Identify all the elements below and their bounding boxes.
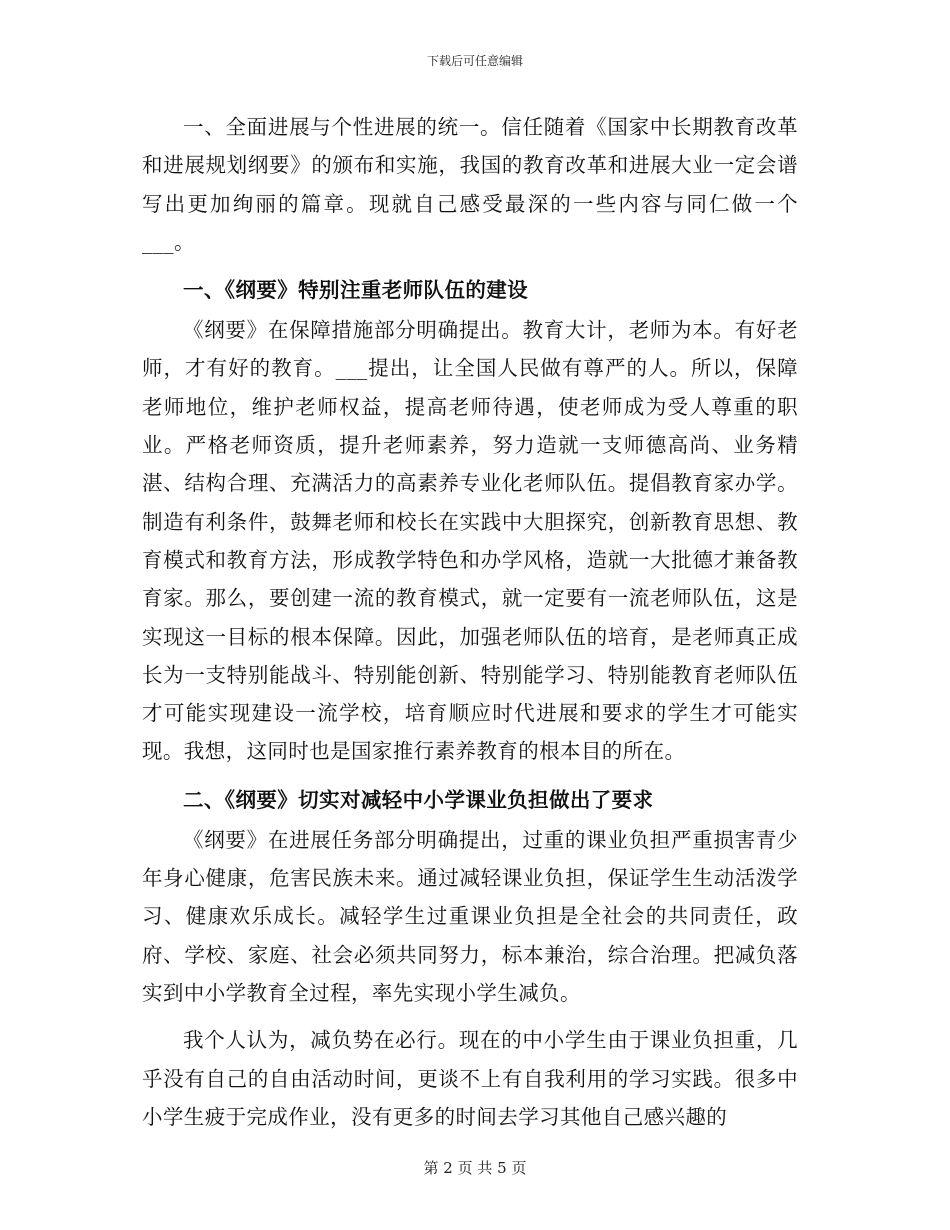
section-2-paragraph-continued: 我个人认为，减负势在必行。现在的中小学生由于课业负担重，几乎没有自己的自由活动时间，更谈不上有自我利用的学习实践。很多中小学生疲于完成作业，没有更多的时间去学习其他自己感兴趣的 (142, 1028, 798, 1129)
section-heading-2: 二、《纲要》切实对减轻中小学课业负担做出了要求 (183, 787, 654, 812)
intro-paragraph: 一、全面进展与个性进展的统一。信任随着《国家中长期教育改革和进展规划纲要》的颁布和实施，我国的教育改革和进展大业一定会谱写出更加绚丽的篇章。现就自己感受最深的一些内容与同仁做一个___。 (142, 115, 798, 254)
section-1-paragraph: 《纲要》在保障措施部分明确提出。教育大计，老师为本。有好老师，才有好的教育。___提出，让全国人民做有尊严的人。所以，保障老师地位，维护老师权益，提高老师待遇，使老师成为受人尊重的职业。严格老师资质，提升老师素养，努力造就一支师德高尚、业务精湛、结构合理、充满活力的高素养专业化老师队伍。提倡教育家办学。制造有利条件，鼓舞老师和校长在实践中大胆探究，创新教育思想、教育模式和教育方法，形成教学特色和办学风格，造就一大批德才兼备教育家。那么，要创建一流的教育模式，就一定要有一流老师队伍，这是实现这一目标的根本保障。因此，加强老师队伍的培育，是老师真正成长为一支特别能战斗、特别能创新、特别能学习、特别能教育老师队伍才可能实现建设一流学校，培育顺应时代进展和要求的学生才可能实现。我想，这同时也是国家推行素养教育的根本目的所在。 (142, 318, 798, 764)
page-footer: 第 2 页 共 5 页 (423, 1159, 527, 1177)
spacer (142, 771, 798, 780)
spacer (142, 261, 798, 270)
document-body (142, 108, 798, 1136)
section-heading-1: 一、《纲要》特别注重老师队伍的建设 (183, 278, 529, 303)
section-2-paragraph: 《纲要》在进展任务部分明确提出，过重的课业负担严重损害青少年身心健康，危害民族未来。通过减轻课业负担，保证学生生动活泼学习、健康欢乐成长。减轻学生过重课业负担是全社会的共同责任，政府、学校、家庭、社会必须共同努力，标本兼治，综合治理。把减负落实到中小学教育全过程，率先实现小学生减负。 (142, 827, 798, 1005)
spacer (142, 1012, 798, 1021)
page-header: 下载后可任意编辑 (426, 54, 523, 68)
